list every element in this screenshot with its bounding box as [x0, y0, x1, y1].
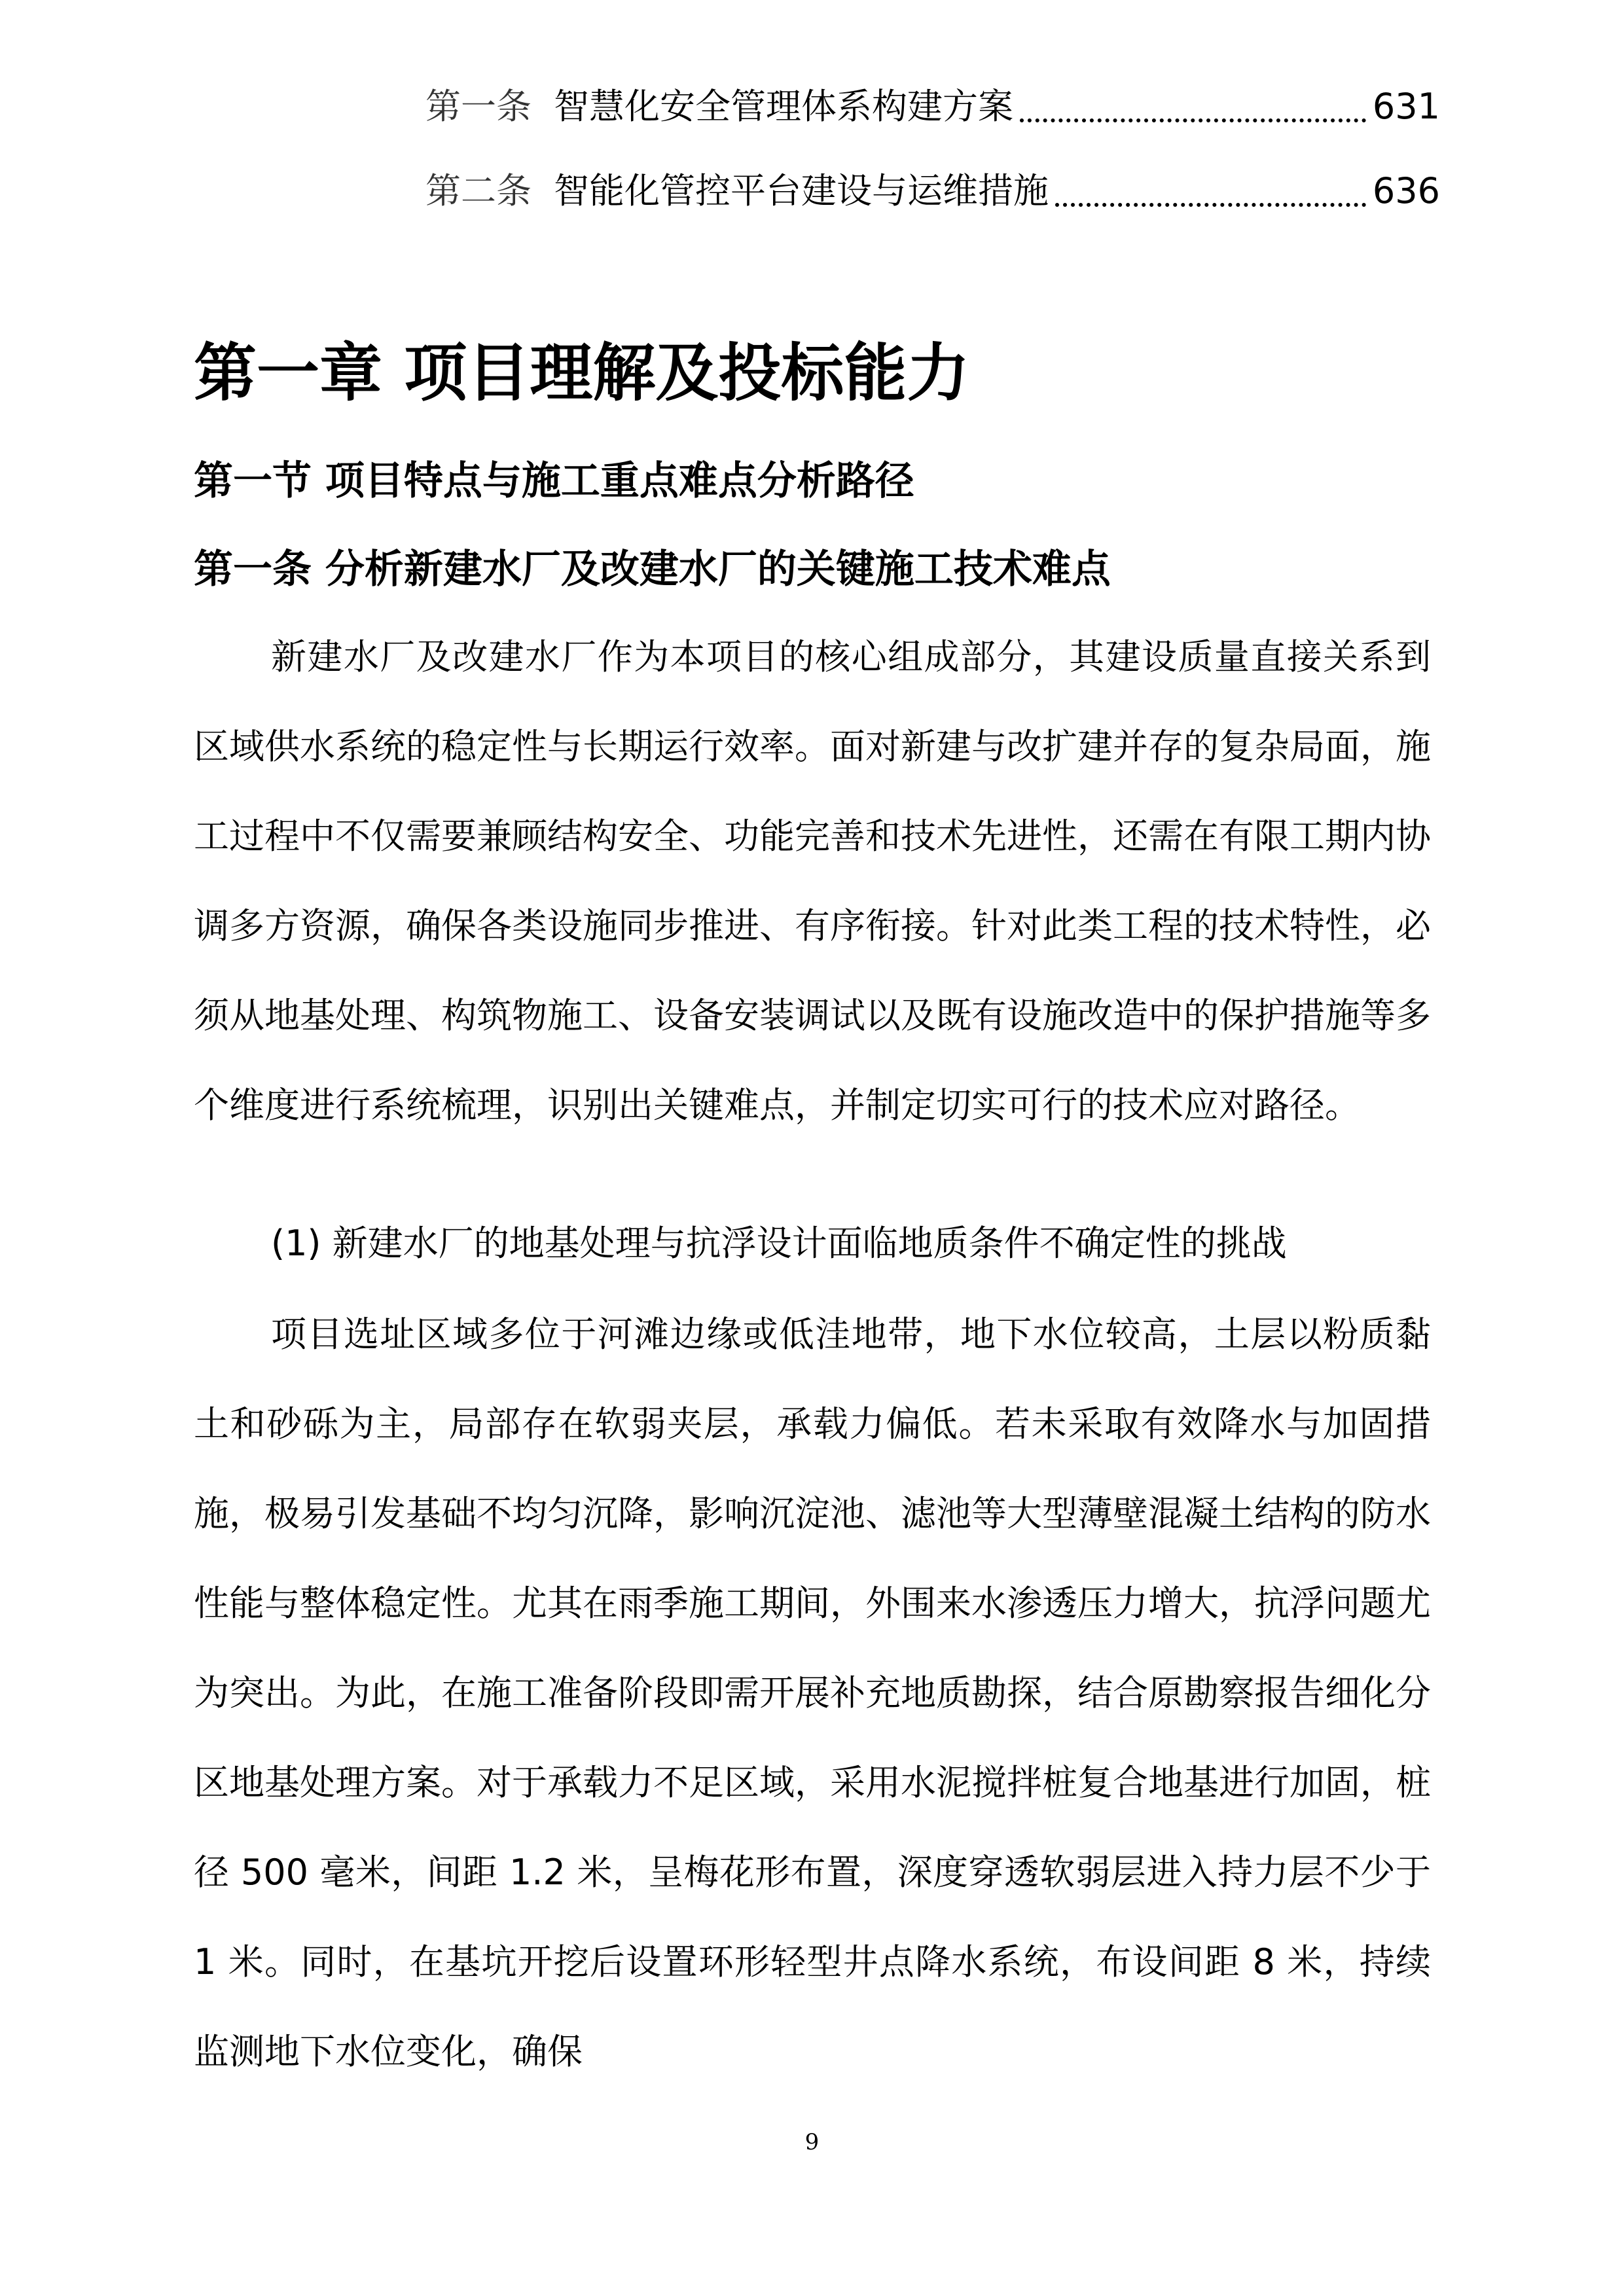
toc-article-number: 第二条 [425, 170, 532, 211]
toc-dot-leader [1020, 118, 1366, 122]
page-number: 9 [804, 2129, 820, 2155]
toc-article-number: 第一条 [425, 86, 532, 127]
toc-page-number: 631 [1372, 86, 1440, 127]
toc-entry[interactable] [425, 165, 1440, 217]
body-paragraph: 项目选址区域多位于河滩边缘或低洼地带，地下水位较高，土层以粉质黏土和砂砾为主，局部存在软弱夹层，承载力偏低。若未采取有效降水与加固措施，极易引发基础不均匀沉降，影响沉淀池、滤池等大型薄壁混凝土结构的防水性能与整体稳定性。尤其在雨季施工期间，外围来水渗透压力增大，抗浮问题尤为突出。为此，在施工准备阶段即需开展补充地质勘探，结合原勘察报告细化分区地基处理方案。对于承载力不足区域，采用水泥搅拌桩复合地基进行加固，桩径 500 毫米，间距 1.2 米，呈梅花形布置，深度穿透软弱层进入持力层不少于 1 米。同时，在基坑开挖后设置环形轻型井点降水系统，布设间距 8 米，持续监测地下水位变化，确保 [194, 1314, 1431, 2072]
toc-entry[interactable] [425, 81, 1440, 133]
toc-entry-title: 智慧化安全管理体系构建方案 [554, 86, 1013, 127]
section-title: 第一节 项目特点与施工重点难点分析路径 [194, 458, 914, 504]
body-paragraph: 新建水厂及改建水厂作为本项目的核心组成部分，其建设质量直接关系到区域供水系统的稳定性与长期运行效率。面对新建与改扩建并存的复杂局面，施工过程中不仅需要兼顾结构安全、功能完善和技术先进性，还需在有限工期内协调多方资源，确保各类设施同步推进、有序衔接。针对此类工程的技术特性，必须从地基处理、构筑物施工、设备安装调试以及既有设施改造中的保护措施等多个维度进行系统梳理，识别出关键难点，并制定切实可行的技术应对路径。 [194, 636, 1431, 1126]
toc-page-number: 636 [1372, 170, 1440, 211]
chapter-title: 第一章 项目理解及投标能力 [194, 336, 970, 410]
article-title: 第一条 分析新建水厂及改建水厂的关键施工技术难点 [194, 547, 1111, 592]
toc-entry-title: 智能化管控平台建设与运维措施 [554, 170, 1049, 211]
sub-item-heading: (1) 新建水厂的地基处理与抗浮设计面临地质条件不确定性的挑战 [271, 1223, 1287, 1264]
toc-dot-leader [1055, 203, 1366, 207]
